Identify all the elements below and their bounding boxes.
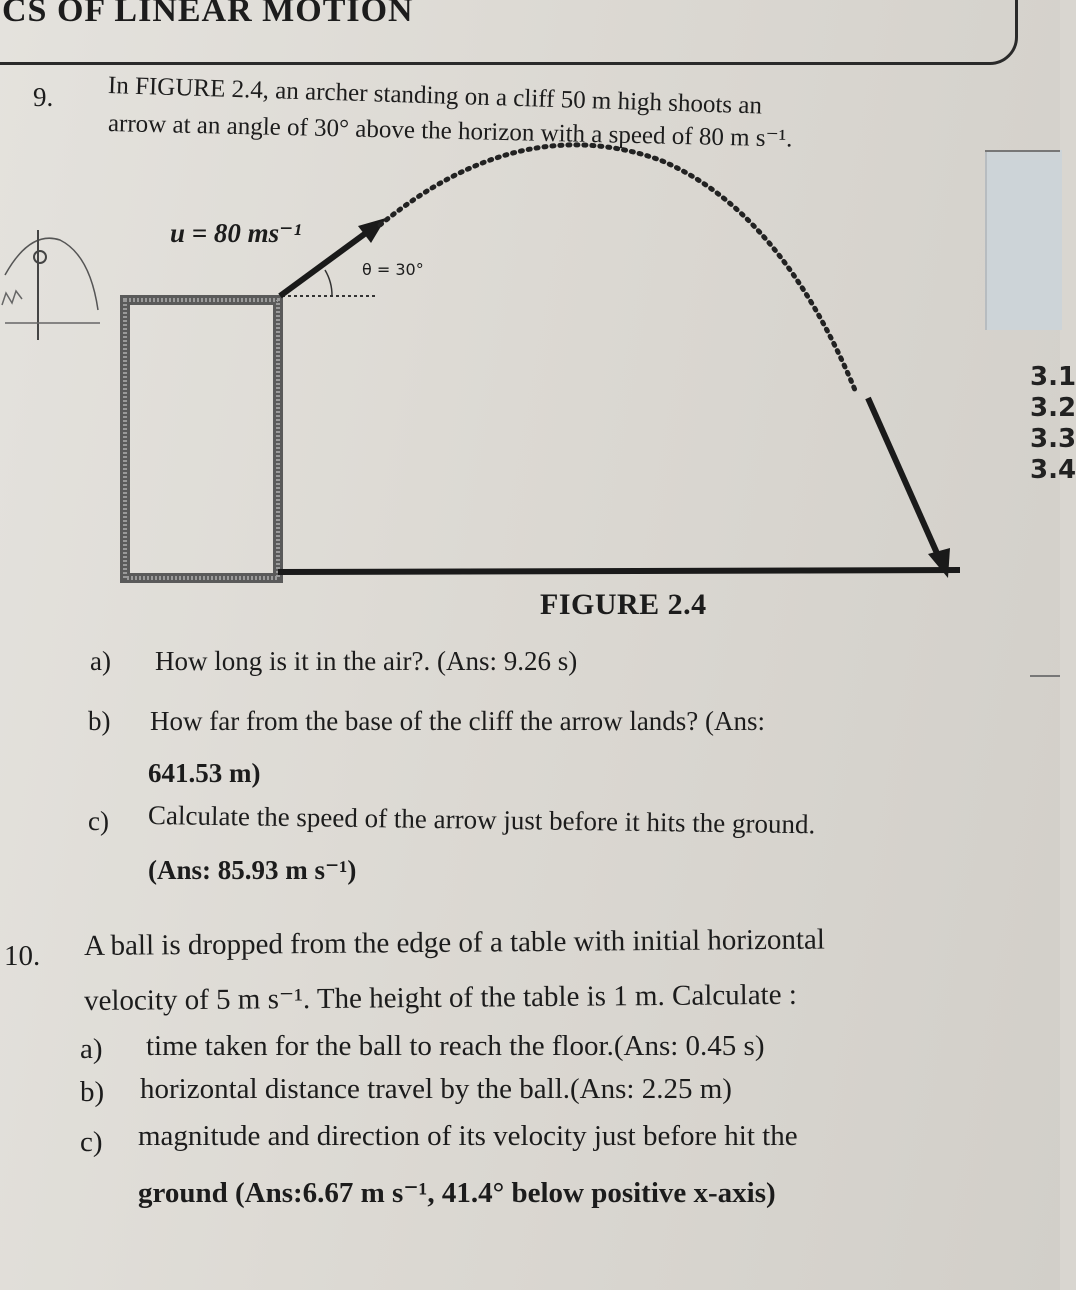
q9-part-a-text: How long is it in the air?. (Ans: 9.26 s) xyxy=(155,646,578,676)
question-10-number: 10. xyxy=(4,940,41,972)
angle-label: θ = 30° xyxy=(362,260,424,279)
q9-part-b-text-2: 641.53 m) xyxy=(148,758,261,788)
q9-part-b-marker: b) xyxy=(88,706,111,736)
q9-part-c-marker: c) xyxy=(88,806,109,836)
q10-part-c-text-2: ground (Ans:6.67 m s⁻¹, 41.4° below positive x-axis) xyxy=(138,1177,776,1209)
question-9-number: 9. xyxy=(33,82,54,112)
cliff-shape xyxy=(125,300,278,578)
side-label-3: 3.3 xyxy=(1030,424,1076,454)
q9-part-a-marker: a) xyxy=(90,646,111,676)
side-rule xyxy=(1030,675,1060,677)
initial-velocity-label: u = 80 ms⁻¹ xyxy=(170,218,302,248)
question-9-line-2: arrow at an angle of 30° above the horizon with a speed of 80 m s⁻¹. xyxy=(107,110,793,153)
side-label-2: 3.2 xyxy=(1030,393,1076,423)
final-descent xyxy=(868,398,940,560)
q10-part-b-text: horizontal distance travel by the ball.(Ans: 2.25 m) xyxy=(140,1073,732,1105)
side-rule xyxy=(985,150,1060,152)
ground-line xyxy=(278,570,960,572)
side-label-4: 3.4 xyxy=(1030,455,1076,485)
chapter-title: CS OF LINEAR MOTION xyxy=(2,0,414,29)
q10-part-b-marker: b) xyxy=(80,1076,105,1108)
q10-part-a-marker: a) xyxy=(80,1033,103,1065)
figure-caption: FIGURE 2.4 xyxy=(540,588,707,621)
question-9-line-1: In FIGURE 2.4, an archer standing on a cliff 50 m high shoots an xyxy=(107,72,763,120)
adjacent-page-edge xyxy=(985,150,1062,330)
angle-arc xyxy=(325,270,332,296)
q10-part-c-marker: c) xyxy=(80,1126,103,1158)
q9-part-c-text-1: Calculate the speed of the arrow just before it hits the ground. xyxy=(147,800,816,840)
handwritten-doodle xyxy=(0,225,110,345)
q10-part-c-text-1: magnitude and direction of its velocity just before hit the xyxy=(138,1120,798,1152)
q9-part-b-text-1: How far from the base of the cliff the arrow lands? (Ans: xyxy=(150,706,766,736)
impact-arrowhead xyxy=(928,548,950,578)
q10-part-a-text: time taken for the ball to reach the floor.(Ans: 0.45 s) xyxy=(146,1030,765,1062)
arrow-trajectory xyxy=(380,145,855,390)
question-10-line-2: velocity of 5 m s⁻¹. The height of the table is 1 m. Calculate : xyxy=(83,978,797,1017)
side-label-1: 3.1 xyxy=(1030,362,1076,392)
q9-part-c-text-2: (Ans: 85.93 m s⁻¹) xyxy=(148,855,357,885)
question-10-line-1: A ball is dropped from the edge of a table with initial horizontal xyxy=(83,923,826,962)
figure-2-4-diagram xyxy=(0,130,985,590)
